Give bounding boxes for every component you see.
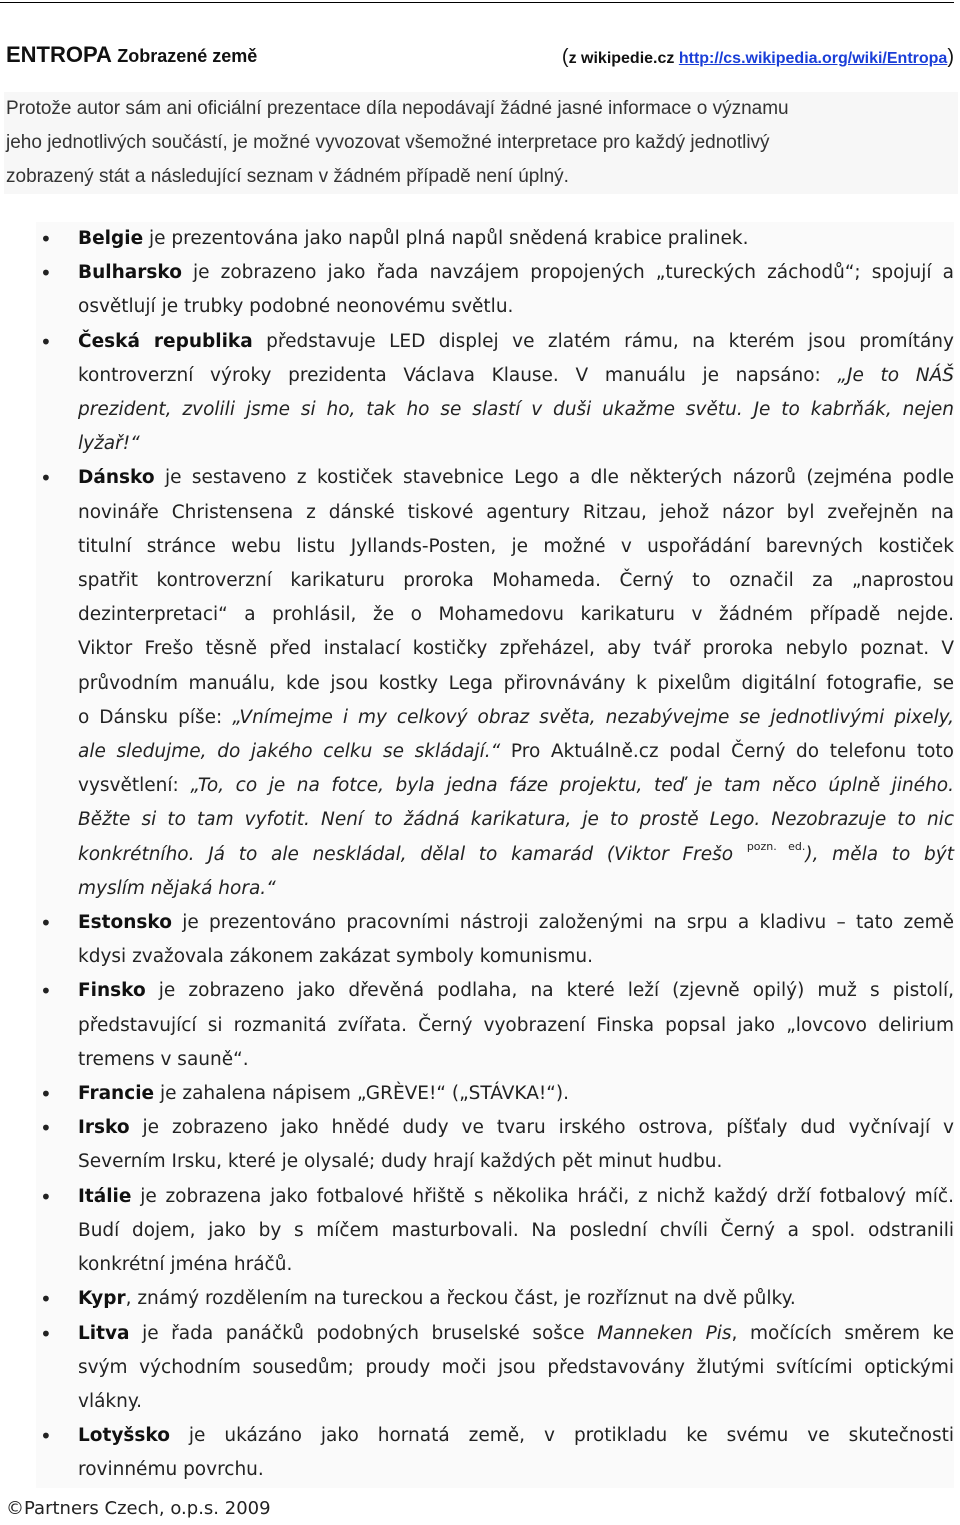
top-rule: [0, 2, 954, 3]
item-line: [78, 1282, 954, 1316]
item-line: Severním Irsku, které je olysalé; dudy hrají každých pět minut hudbu.: [78, 1151, 723, 1173]
quote-text: myslím nějaká hora.“: [78, 877, 276, 899]
page-title: [6, 42, 257, 68]
bullet-icon: •: [40, 1287, 52, 1312]
country-name: Česká republika: [78, 330, 253, 352]
item-line: představující si rozmanitá zvířata. Černý vyobrazení Finska popsal jako „lovcovo delirium: [78, 1014, 954, 1036]
list-item-dansko: [36, 461, 954, 906]
item-line: [78, 256, 954, 290]
bullet-icon: •: [40, 911, 52, 936]
bullet-icon: •: [40, 1184, 52, 1209]
item-text: Pro Aktuálně.cz podal Černý do telefonu toto: [500, 741, 954, 763]
item-line: [78, 461, 954, 495]
item-line: Budí dojem, jako by s míčem masturbovali. Na poslední chvíli Černý a spol. odstranili: [78, 1219, 954, 1241]
title-text: ENTROPA: [6, 42, 112, 67]
item-text: o Dánsku píše:: [78, 706, 233, 728]
quote-text: ), měla to být: [805, 843, 955, 865]
country-name: Litva: [78, 1322, 130, 1344]
bullet-icon: •: [40, 979, 52, 1004]
item-line: [78, 325, 954, 359]
item-line: [78, 359, 954, 393]
copyright-footer: ©Partners Czech, o.p.s. 2009: [6, 1498, 271, 1519]
title-subtitle: Zobrazené země: [117, 46, 258, 66]
item-line: [78, 974, 954, 1008]
bullet-icon: •: [40, 1321, 52, 1346]
source-attribution: [562, 46, 954, 69]
item-line: konkrétní jména hráčů.: [78, 1254, 293, 1276]
item-text: , močících směrem ke: [731, 1322, 955, 1344]
item-line: průvodním manuálu, kde jsou kostky Lega přirovnávány k pixelům digitální fotografie, se: [78, 672, 954, 694]
list-item-litva: [36, 1317, 954, 1420]
country-name: Dánsko: [78, 467, 155, 489]
item-line: novináře Christensena z dánské tiskové agentury Ritzau, jehož názor byl zveřejněn na: [78, 501, 954, 523]
list-item-estonsko: [36, 906, 954, 974]
item-line: [78, 906, 954, 940]
document-header: [6, 42, 954, 72]
item-line: titulní stránce webu listu Jyllands-Posten, je možné v uspořádání barevných kostiček: [78, 535, 954, 557]
bullet-icon: •: [40, 1082, 52, 1107]
country-name: Itálie: [78, 1185, 132, 1207]
item-line: rovinnému povrchu.: [78, 1459, 264, 1481]
item-line: spatřit kontroverzní karikaturu proroka Mohameda. Černý to označil za „naprostou: [78, 570, 954, 592]
bullet-icon: •: [40, 261, 52, 286]
quote-text: „Vnímejme i my celkový obraz světa, nezabývejme se jednotlivými pixely,: [232, 706, 954, 728]
quote-text: prezident, zvolili jsme si ho, tak ho se slastí v duši ukažme světu. Je to kabrňák, nejen: [78, 399, 954, 421]
item-line: dezinterpretaci“ a prohlásil, že o Mohamedovu karikaturu v žádném případě nejde.: [78, 604, 954, 626]
item-line: vlákny.: [78, 1390, 143, 1412]
item-line: [78, 222, 954, 256]
item-line: tremens v sauně“.: [78, 1048, 249, 1070]
country-name: Finsko: [78, 980, 146, 1002]
statue-name: Manneken Pis: [597, 1322, 732, 1344]
country-name: Belgie: [78, 228, 144, 249]
country-name: Estonsko: [78, 912, 172, 934]
quote-text: konkrétního. Já to ale neskládal, dělal to kamarád (Viktor Frešo: [78, 843, 747, 865]
item-line: Viktor Frešo těsně před instalací kostičky zpřeházel, aby tvář proroka nebylo poznat. V: [78, 638, 954, 660]
list-item-finsko: [36, 974, 954, 1077]
source-prefix: z wikipedie.cz: [568, 50, 675, 67]
list-item-cesko: [36, 325, 954, 462]
intro-line: zobrazený stát a následující seznam v žádném případě není úplný.: [6, 166, 569, 187]
item-text: je prezentováno pracovními nástroji založenými na srpu a kladivu – tato země: [182, 912, 954, 934]
intro-line: jeho jednotlivých součástí, je možné vyvozovat všemožné interpretace pro každý jednotlivý: [6, 132, 770, 153]
source-paren-open: (: [561, 46, 569, 68]
bullet-icon: •: [40, 1116, 52, 1141]
item-line: [78, 735, 954, 769]
source-link[interactable]: http://cs.wikipedia.org/wiki/Entropa: [678, 50, 948, 67]
bullet-icon: •: [40, 329, 52, 354]
quote-text: Běžte si to tam vyfotit. Není to žádná karikatura, je to prostě Lego. Nezobrazuje to nic: [78, 809, 954, 831]
intro-line: Protože autor sám ani oficiální prezentace díla nepodávají žádné jasné informace o významu: [6, 98, 789, 119]
bullet-icon: •: [40, 1424, 52, 1449]
item-text: představuje LED displej ve zlatém rámu, na kterém jsou promítány: [266, 330, 954, 352]
intro-paragraph: [4, 92, 958, 194]
list-item-lotyssko: [36, 1419, 954, 1487]
item-text: je zobrazeno jako hnědé dudy ve tvaru irského ostrova, píšťaly dud vyčnívají v: [142, 1117, 954, 1139]
item-text: je prezentována jako napůl plná napůl snědená krabice pralinek.: [149, 228, 749, 249]
item-line: [78, 1419, 954, 1453]
country-name: Kypr: [78, 1288, 126, 1310]
item-text: je ukázáno jako hornatá země, v protikladu ke svému ve skutečnosti: [188, 1425, 954, 1447]
item-text: je zahalena nápisem „GRÈVE!“ („STÁVKA!“).: [159, 1083, 569, 1105]
item-text: , známý rozdělením na tureckou a řeckou část, je rozříznut na dvě půlky.: [125, 1288, 796, 1310]
country-name: Francie: [78, 1083, 155, 1105]
list-item-italie: [36, 1180, 954, 1283]
item-line: [78, 701, 954, 735]
list-item-francie: [36, 1077, 954, 1111]
bullet-icon: •: [40, 227, 52, 251]
item-text: je sestaveno z kostiček stavebnice Lego a dle některých názorů (zejména podle: [164, 467, 954, 489]
quote-text: ale sledujme, do jakého celku se skládají.“: [78, 741, 501, 763]
quote-text: „Je to NÁŠ: [837, 364, 954, 386]
item-line: [78, 1317, 954, 1351]
country-name: Bulharsko: [78, 262, 182, 284]
item-line: [78, 1077, 954, 1111]
source-paren-close: ): [947, 46, 954, 68]
list-item-belgie: [36, 222, 954, 256]
item-line: [78, 1180, 954, 1214]
item-line: [78, 803, 954, 837]
item-line: [78, 427, 954, 461]
item-text: kontroverzní výroky prezidenta Václava Klause. V manuálu je napsáno:: [78, 364, 838, 386]
item-text: je zobrazeno jako dřevěná podlaha, na které leží (zjevně opilý) muž s pistolí,: [158, 980, 954, 1002]
item-text: je zobrazeno jako řada navzájem propojených „tureckých záchodů“; spojují a: [193, 262, 954, 284]
list-item-irsko: [36, 1111, 954, 1179]
item-text: vysvětlení:: [78, 775, 191, 797]
item-text: je zobrazena jako fotbalové hřiště s několika hráči, z nichž každý drží fotbalový míč.: [140, 1185, 954, 1207]
country-name: Lotyšsko: [78, 1425, 170, 1447]
list-item-kypr: [36, 1282, 954, 1316]
item-line: [78, 393, 954, 427]
list-item-bulharsko: [36, 256, 954, 324]
item-line: [78, 872, 954, 906]
quote-text: lyžař!“: [78, 433, 140, 455]
item-line: [78, 769, 954, 803]
item-line: kdysi zvažovala zákonem zakázat symboly komunismu.: [78, 946, 594, 968]
item-text: je řada panáčků podobných bruselské sošce: [142, 1322, 598, 1344]
country-name: Irsko: [78, 1117, 130, 1139]
item-line: [78, 838, 954, 872]
country-list: [36, 222, 954, 1488]
item-line: [78, 1111, 954, 1145]
item-line: osvětlují je trubky podobné neonovému světlu.: [78, 296, 514, 318]
bullet-icon: •: [40, 466, 52, 491]
editor-note: pozn. ed.: [746, 839, 806, 853]
quote-text: „To, co je na fotce, byla jedna fáze projektu, teď je tam něco úplně jiného.: [190, 775, 954, 797]
item-line: svým východním sousedům; proudy moči jsou představovány žlutými svítícími optickými: [78, 1356, 954, 1378]
